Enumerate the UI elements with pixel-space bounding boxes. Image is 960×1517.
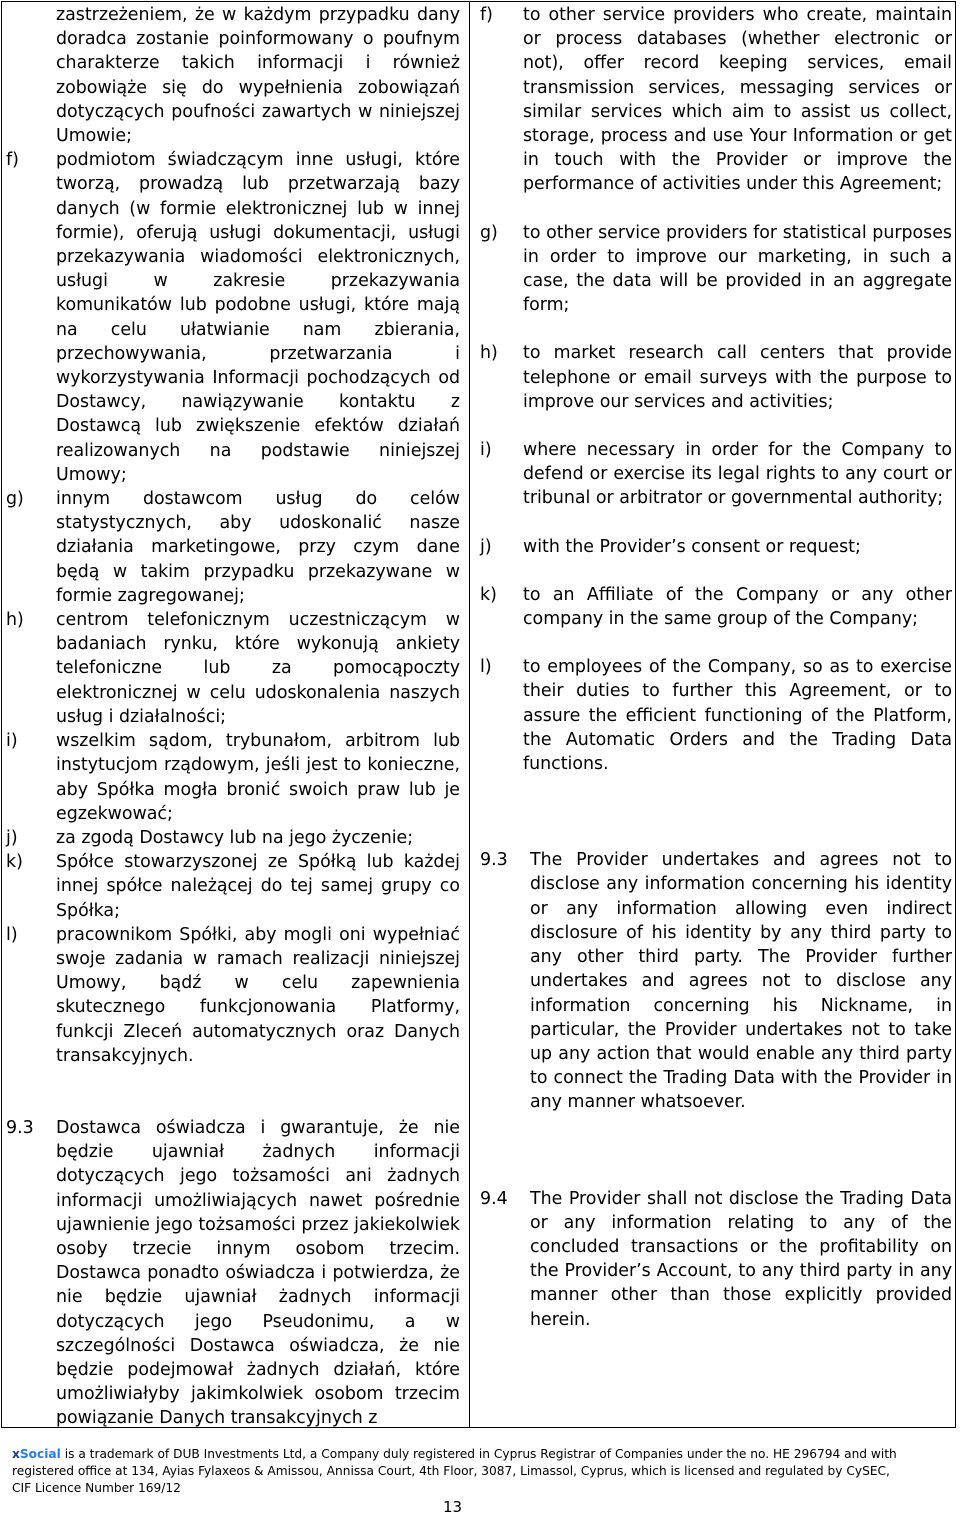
continuation-paragraph xyxy=(6,3,460,148)
item-text: centrom telefonicznym uczestniczącym w badaniach rynku, które wykonują ankiety telefoniczne lub za pomocąpoczty elektronicznej w celu udoskonalenia naszych usług i działalności; xyxy=(56,610,460,727)
section-text: Dostawca oświadcza i gwarantuje, że nie będzie ujawniał żadnych informacji dotyczących jego tożsamości ani żadnych informacji umożliwiających nawet pośrednie ujawnienie jego tożsamości przez jakiekolwiek osoby trzecie innym osobom trzecim. Dostawca ponadto oświadcza i potwierdza, że nie będzie ujawniał żadnych informacji dotyczących jego Pseudonimu, a w szczególności Dostawca oświadcza, że nie będzie podejmował żadnych działań, które umożliwiałyby jakimkolwiek osobom trzecim powiązanie Danych transakcyjnych z xyxy=(56,1117,460,1429)
item-text: pracownikom Spółki, aby mogli oni wypełniać swoje zadania w ramach realizacji niniejszej Umowy, bądź w celu zapewnienia skutecznego funkcjonowania Platformy, funkcji Zleceń automatycznych oraz Danych transakcyjnych. xyxy=(56,924,460,1066)
continuation-text: zastrzeżeniem, że w każdym przypadku dany doradca zostanie poinformowany o poufnym charakterze takich informacji i również zobowiąże się do wypełnienia zobowiązań dotyczących poufności zawartych w niniejszej Umowie; xyxy=(56,5,460,147)
section-text: The Provider shall not disclose the Trading Data or any information relating to any of the concluded transactions or the profitability on the Provider’s Account, to any third party in any manner other than those explicitly provided herein. xyxy=(530,1188,952,1330)
item-text: Spółce stowarzyszonej ze Spółką lub każdej innej spółce należącej do tej samej grupy co Spółka; xyxy=(56,852,460,921)
list-item-i xyxy=(480,438,952,511)
section-9-3-english xyxy=(480,848,952,1114)
item-text: podmiotom świadczącym inne usługi, które tworzą, prowadzą lub przetwarzają bazy danych (w formie elektronicznej lub w innej formie), oferują usługi dokumentacji, usługi przekazywania wiadomości elektronicznych, usługi w zakresie przekazywania komunikatów lub podobne usługi, które mają na celu ułatwianie nam zbierania, przechowywania, przetwarzania i wykorzystywania Informacji pochodzących od Dostawcy, nawiązywanie kontaktu z Dostawcą lub zwiększenie efektów działań realizowanych na podstawie niniejszej Umowy; xyxy=(56,150,460,485)
page-footer xyxy=(12,1446,912,1497)
section-number: 9.3 xyxy=(480,850,508,871)
list-item-h xyxy=(6,608,460,729)
list-item-i xyxy=(6,729,460,826)
footer-text: is a trademark of DUB Investments Ltd, a Company duly registered in Cyprus Registrar of Companies under the no. HE 296794 and with registered office at 134, Ayias Fylaxeos & Amissou, Annissa Court, 4th Floor, 3087, Limassol, Cyprus, which is licensed and regulated by CySEC, CIF Licence Number 169/12 xyxy=(12,1447,897,1495)
list-item-l xyxy=(480,655,952,776)
item-label: f) xyxy=(480,5,493,25)
item-text: with the Provider’s consent or request; xyxy=(523,536,861,557)
list-item-l xyxy=(6,923,460,1068)
item-text: innym dostawcom usług do celów statystycznych, aby udoskonalić nasze działania marketingowe, przy czym dane będą w takim przypadku przekazywane w formie zagregowanej; xyxy=(56,489,460,606)
item-text: to other service providers for statistical purposes in order to improve our marketing, in such a case, the data will be provided in an aggregate form; xyxy=(523,222,952,316)
section-9-4-english xyxy=(480,1187,952,1332)
list-item-k xyxy=(6,850,460,923)
item-text: to an Affiliate of the Company or any other company in the same group of the Company; xyxy=(523,584,952,630)
item-label: j) xyxy=(6,827,18,848)
list-item-j xyxy=(6,826,460,850)
list-item-k xyxy=(480,583,952,631)
item-text: za zgodą Dostawcy lub na jego życzenie; xyxy=(56,827,414,848)
item-label: g) xyxy=(6,489,24,510)
section-9-3-polish xyxy=(6,1116,460,1431)
item-label: k) xyxy=(6,852,23,873)
english-column xyxy=(480,3,952,1332)
section-number: 9.4 xyxy=(480,1188,508,1209)
list-item-h xyxy=(480,341,952,414)
item-text: where necessary in order for the Company to defend or exercise its legal rights to any court or tribunal or arbitrator or governmental authority; xyxy=(523,440,952,509)
item-text: to market research call centers that provide telephone or email surveys with the purpose to improve our services and activities; xyxy=(523,343,952,412)
item-text: to employees of the Company, so as to exercise their duties to further this Agreement, or to assure the efficient functioning of the Platform, the Automatic Orders and the Trading Data functions. xyxy=(523,657,952,775)
section-text: The Provider undertakes and agrees not to disclose any information concerning his identity or any information allowing even indirect disclosure of his identity by any third party to any other third party. The Provider further undertakes and agrees not to disclose any information concerning his Nickname, in particular, the Provider undertakes not to take up any action that would enable any third party to connect the Trading Data with the Provider in any manner whatsoever. xyxy=(530,850,952,1113)
item-label: h) xyxy=(6,610,24,631)
item-label: l) xyxy=(6,924,18,945)
list-item-f xyxy=(480,3,952,197)
polish-column xyxy=(6,3,460,1431)
item-label: f) xyxy=(6,150,19,171)
brand-x: x xyxy=(12,1447,20,1461)
item-label: h) xyxy=(480,343,498,364)
item-label: k) xyxy=(480,584,497,605)
list-item-g xyxy=(480,221,952,318)
item-label: g) xyxy=(480,222,498,243)
item-label: i) xyxy=(6,731,18,752)
item-label: l) xyxy=(480,657,492,678)
list-item-g xyxy=(6,487,460,608)
item-label: i) xyxy=(480,440,492,461)
column-divider xyxy=(469,1,470,1428)
item-text: wszelkim sądom, trybunałom, arbitrom lub instytucjom rządowym, jeśli jest to konieczne, aby Spółka mogła bronić swoich praw lub je egzekwować; xyxy=(56,731,460,824)
list-item-j xyxy=(480,535,952,559)
page-number: 13 xyxy=(442,1498,463,1516)
brand-social: Social xyxy=(19,1447,61,1461)
item-text: to other service providers who create, maintain or process databases (whether electronic or not), offer record keeping services, email transmission services, messaging services or similar services which aim to assist us collect, storage, process and use Your Information or get in touch with the Provider or improve the performance of activities under this Agreement; xyxy=(523,5,952,195)
list-item-f xyxy=(6,148,460,487)
item-label: j) xyxy=(480,536,492,557)
section-number: 9.3 xyxy=(6,1117,34,1138)
